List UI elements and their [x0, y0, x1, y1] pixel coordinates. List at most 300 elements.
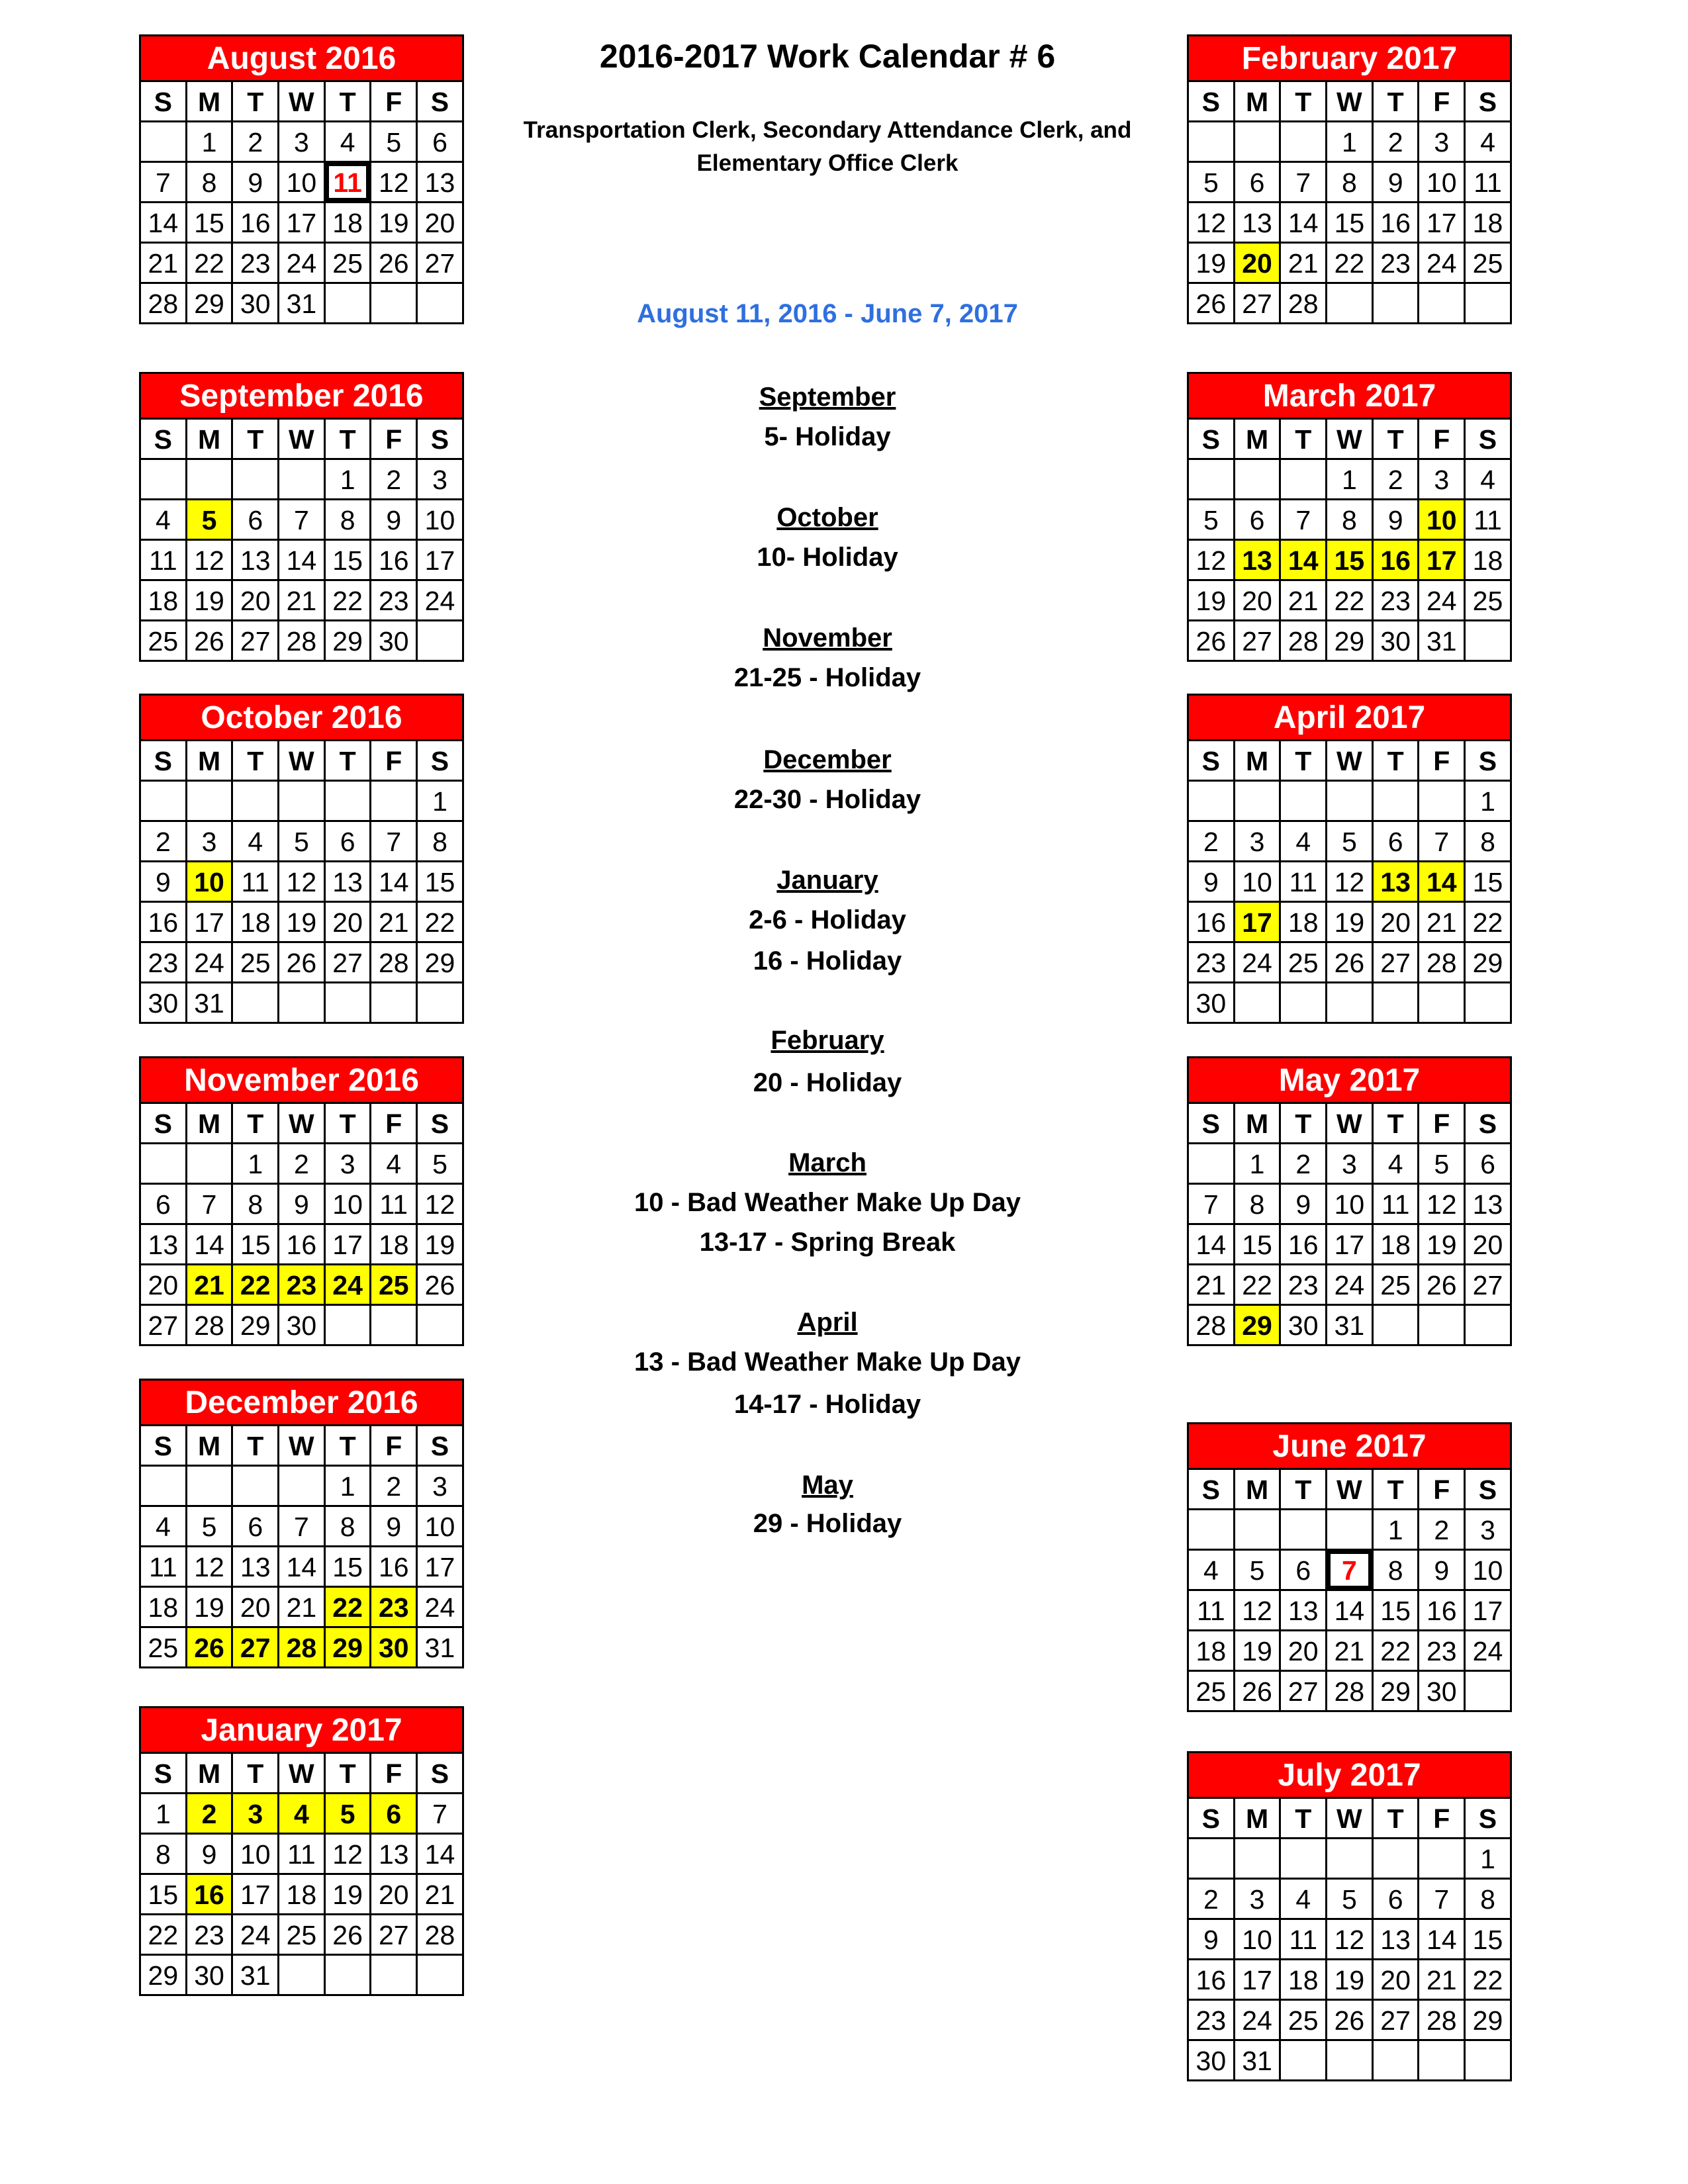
- day-cell: 5: [279, 822, 326, 862]
- day-cell: 20: [418, 203, 464, 244]
- day-cell: 20: [371, 1875, 418, 1915]
- day-cell: 13: [326, 862, 372, 903]
- empty-day-cell: [1327, 1510, 1374, 1551]
- empty-day-cell: [371, 284, 418, 324]
- day-cell: 22: [233, 1265, 279, 1306]
- day-cell: 14: [371, 862, 418, 903]
- day-cell: 18: [371, 1225, 418, 1265]
- day-cell: 9: [1419, 1551, 1466, 1591]
- week-row: [141, 460, 464, 500]
- day-cell: 22: [1466, 903, 1512, 943]
- empty-day-cell: [1466, 1672, 1512, 1712]
- weekday-header-row: [141, 1426, 464, 1467]
- day-cell: 21: [1327, 1631, 1374, 1672]
- empty-day-cell: [1327, 284, 1374, 324]
- empty-day-cell: [1374, 1306, 1420, 1346]
- day-cell: 29: [1466, 943, 1512, 983]
- day-cell: 6: [326, 822, 372, 862]
- day-cell: 16: [187, 1875, 234, 1915]
- day-cell: 19: [187, 1588, 234, 1628]
- empty-day-cell: [1419, 782, 1466, 822]
- day-cell: 22: [1374, 1631, 1420, 1672]
- day-cell: 20: [1235, 581, 1282, 621]
- day-cell: 27: [233, 621, 279, 662]
- day-cell: 29: [1235, 1306, 1282, 1346]
- day-cell: 18: [279, 1875, 326, 1915]
- day-cell: 22: [1235, 1265, 1282, 1306]
- day-cell: 10: [1327, 1185, 1374, 1225]
- week-row: [1189, 244, 1512, 284]
- day-cell: 15: [418, 862, 464, 903]
- weekday-header: T: [233, 420, 279, 460]
- day-cell: 4: [1374, 1144, 1420, 1185]
- weekday-header: S: [141, 1754, 187, 1794]
- empty-day-cell: [1466, 983, 1512, 1024]
- day-cell: 9: [371, 1507, 418, 1547]
- day-cell: 4: [1466, 122, 1512, 163]
- day-cell: 15: [233, 1225, 279, 1265]
- day-cell: 4: [1189, 1551, 1235, 1591]
- weekday-header: S: [1189, 82, 1235, 122]
- day-cell: 22: [1327, 581, 1374, 621]
- day-cell: 10: [1419, 500, 1466, 541]
- day-cell: 12: [326, 1835, 372, 1875]
- day-cell: 4: [1466, 460, 1512, 500]
- day-cell: 22: [326, 581, 372, 621]
- day-cell: 18: [1466, 541, 1512, 581]
- day-cell: 5: [1327, 822, 1374, 862]
- day-cell: 12: [1189, 541, 1235, 581]
- weekday-header: T: [1374, 741, 1420, 782]
- day-cell: 24: [418, 581, 464, 621]
- empty-day-cell: [279, 460, 326, 500]
- day-cell: 24: [1235, 2001, 1282, 2041]
- empty-day-cell: [1327, 983, 1374, 1024]
- day-cell: 14: [279, 1547, 326, 1588]
- day-cell: 17: [233, 1875, 279, 1915]
- empty-day-cell: [1374, 284, 1420, 324]
- day-cell: 18: [1466, 203, 1512, 244]
- note-month-heading: May: [802, 1471, 853, 1500]
- day-cell: 2: [233, 122, 279, 163]
- empty-day-cell: [1281, 782, 1327, 822]
- weekday-header: T: [233, 1104, 279, 1144]
- day-cell: 4: [233, 822, 279, 862]
- day-cell: 10: [233, 1835, 279, 1875]
- day-cell: 2: [1374, 122, 1420, 163]
- day-cell: 20: [233, 1588, 279, 1628]
- day-cell: 6: [1374, 1880, 1420, 1920]
- day-cell: 27: [1374, 2001, 1420, 2041]
- empty-day-cell: [326, 1306, 372, 1346]
- day-cell: 30: [1189, 983, 1235, 1024]
- day-cell: 26: [187, 621, 234, 662]
- day-cell: 29: [233, 1306, 279, 1346]
- day-cell: 8: [1327, 500, 1374, 541]
- day-cell: 28: [1189, 1306, 1235, 1346]
- empty-day-cell: [1374, 782, 1420, 822]
- day-cell: 16: [371, 1547, 418, 1588]
- subtitle-line-1: Transportation Clerk, Secondary Attendance Clerk, and: [523, 117, 1132, 143]
- day-cell: 2: [1189, 822, 1235, 862]
- day-cell: 25: [1374, 1265, 1420, 1306]
- weekday-header: M: [187, 1426, 234, 1467]
- weekday-header: M: [1235, 1104, 1282, 1144]
- day-cell: 30: [1189, 2041, 1235, 2081]
- day-cell: 29: [1466, 2001, 1512, 2041]
- day-cell: 19: [279, 903, 326, 943]
- day-cell: 11: [326, 163, 372, 203]
- empty-day-cell: [279, 1467, 326, 1507]
- day-cell: 25: [233, 943, 279, 983]
- day-cell: 23: [1374, 244, 1420, 284]
- day-cell: 28: [371, 943, 418, 983]
- day-cell: 13: [233, 1547, 279, 1588]
- day-cell: 6: [141, 1185, 187, 1225]
- day-cell: 14: [1281, 541, 1327, 581]
- weekday-header-row: [141, 420, 464, 460]
- day-cell: 3: [233, 1794, 279, 1835]
- day-cell: 5: [371, 122, 418, 163]
- weekday-header: W: [1327, 1799, 1374, 1839]
- weekday-header: M: [187, 82, 234, 122]
- day-cell: 22: [1327, 244, 1374, 284]
- weekday-header: T: [1281, 1470, 1327, 1510]
- day-cell: 31: [187, 983, 234, 1024]
- week-row: [1189, 1960, 1512, 2001]
- day-cell: 17: [326, 1225, 372, 1265]
- day-cell: 19: [1327, 1960, 1374, 2001]
- date-range: August 11, 2016 - June 7, 2017: [637, 299, 1018, 328]
- weekday-header: F: [1419, 1470, 1466, 1510]
- day-cell: 25: [1189, 1672, 1235, 1712]
- week-row: [1189, 1265, 1512, 1306]
- day-cell: 20: [1374, 1960, 1420, 2001]
- empty-day-cell: [326, 284, 372, 324]
- week-row: [141, 122, 464, 163]
- empty-day-cell: [1327, 2041, 1374, 2081]
- weekday-header: W: [279, 1426, 326, 1467]
- empty-day-cell: [279, 983, 326, 1024]
- day-cell: 7: [1281, 163, 1327, 203]
- day-cell: 7: [1327, 1551, 1374, 1591]
- day-cell: 14: [279, 541, 326, 581]
- empty-day-cell: [187, 1144, 234, 1185]
- day-cell: 18: [233, 903, 279, 943]
- week-row: [141, 500, 464, 541]
- weekday-header: T: [1374, 1799, 1420, 1839]
- week-row: [1189, 1144, 1512, 1185]
- day-cell: 4: [141, 500, 187, 541]
- week-row: [141, 782, 464, 822]
- day-cell: 12: [187, 541, 234, 581]
- day-cell: 2: [371, 460, 418, 500]
- weekday-header: S: [1466, 741, 1512, 782]
- week-row: [1189, 1551, 1512, 1591]
- day-cell: 18: [1189, 1631, 1235, 1672]
- empty-day-cell: [1189, 1839, 1235, 1880]
- day-cell: 21: [1419, 1960, 1466, 2001]
- weekday-header: T: [326, 1104, 372, 1144]
- day-cell: 16: [141, 903, 187, 943]
- day-cell: 10: [418, 1507, 464, 1547]
- weekday-header-row: [141, 1104, 464, 1144]
- week-row: [1189, 862, 1512, 903]
- day-cell: 20: [326, 903, 372, 943]
- month-calendar: [139, 1379, 464, 1668]
- week-row: [1189, 1591, 1512, 1631]
- day-cell: 10: [1466, 1551, 1512, 1591]
- day-cell: 6: [1374, 822, 1420, 862]
- note-month-heading: December: [763, 745, 892, 774]
- day-cell: 28: [1419, 943, 1466, 983]
- day-cell: 10: [418, 500, 464, 541]
- day-cell: 17: [1466, 1591, 1512, 1631]
- empty-day-cell: [371, 983, 418, 1024]
- week-row: [1189, 1185, 1512, 1225]
- day-cell: 24: [1235, 943, 1282, 983]
- day-cell: 21: [1281, 244, 1327, 284]
- day-cell: 3: [1466, 1510, 1512, 1551]
- day-cell: 16: [1374, 541, 1420, 581]
- day-cell: 1: [1466, 782, 1512, 822]
- day-cell: 12: [1419, 1185, 1466, 1225]
- day-cell: 26: [187, 1628, 234, 1668]
- note-month-heading: January: [776, 866, 878, 895]
- weekday-header: S: [418, 82, 464, 122]
- day-cell: 14: [1419, 1920, 1466, 1960]
- day-cell: 6: [1235, 500, 1282, 541]
- day-cell: 4: [279, 1794, 326, 1835]
- day-cell: 8: [1327, 163, 1374, 203]
- day-cell: 28: [279, 621, 326, 662]
- day-cell: 10: [279, 163, 326, 203]
- empty-day-cell: [1374, 1839, 1420, 1880]
- day-cell: 5: [418, 1144, 464, 1185]
- empty-day-cell: [1189, 460, 1235, 500]
- weekday-header: W: [1327, 82, 1374, 122]
- weekday-header: W: [1327, 741, 1374, 782]
- week-row: [1189, 943, 1512, 983]
- day-cell: 3: [418, 1467, 464, 1507]
- month-title: March 2017: [1189, 374, 1512, 420]
- day-cell: 23: [1419, 1631, 1466, 1672]
- week-row: [1189, 541, 1512, 581]
- day-cell: 23: [371, 1588, 418, 1628]
- day-cell: 15: [1466, 1920, 1512, 1960]
- weekday-header-row: [1189, 1470, 1512, 1510]
- empty-day-cell: [141, 460, 187, 500]
- day-cell: 19: [326, 1875, 372, 1915]
- day-cell: 5: [187, 1507, 234, 1547]
- week-row: [141, 1144, 464, 1185]
- day-cell: 28: [279, 1628, 326, 1668]
- day-cell: 10: [1235, 1920, 1282, 1960]
- day-cell: 26: [279, 943, 326, 983]
- weekday-header-row: [1189, 82, 1512, 122]
- month-calendar: [1187, 372, 1512, 662]
- weekday-header: F: [1419, 1104, 1466, 1144]
- week-row: [1189, 122, 1512, 163]
- weekday-header: T: [1374, 1470, 1420, 1510]
- week-row: [141, 1467, 464, 1507]
- day-cell: 12: [418, 1185, 464, 1225]
- weekday-header: T: [233, 82, 279, 122]
- day-cell: 18: [326, 203, 372, 244]
- day-cell: 13: [233, 541, 279, 581]
- day-cell: 15: [141, 1875, 187, 1915]
- day-cell: 7: [371, 822, 418, 862]
- month-calendar: [1187, 1751, 1512, 2081]
- day-cell: 8: [233, 1185, 279, 1225]
- week-row: [141, 943, 464, 983]
- day-cell: 16: [371, 541, 418, 581]
- day-cell: 6: [1235, 163, 1282, 203]
- day-cell: 19: [1189, 581, 1235, 621]
- month-calendar: [1187, 1422, 1512, 1712]
- day-cell: 28: [1281, 284, 1327, 324]
- empty-day-cell: [1281, 983, 1327, 1024]
- weekday-header: M: [1235, 1799, 1282, 1839]
- empty-day-cell: [1419, 1839, 1466, 1880]
- empty-day-cell: [233, 983, 279, 1024]
- day-cell: 30: [371, 1628, 418, 1668]
- day-cell: 1: [1327, 460, 1374, 500]
- empty-day-cell: [1374, 983, 1420, 1024]
- day-cell: 3: [326, 1144, 372, 1185]
- day-cell: 13: [1466, 1185, 1512, 1225]
- weekday-header: S: [1466, 1799, 1512, 1839]
- empty-day-cell: [1419, 284, 1466, 324]
- day-cell: 12: [1327, 862, 1374, 903]
- day-cell: 9: [371, 500, 418, 541]
- week-row: [1189, 621, 1512, 662]
- day-cell: 24: [187, 943, 234, 983]
- day-cell: 13: [371, 1835, 418, 1875]
- week-row: [1189, 1672, 1512, 1712]
- empty-day-cell: [141, 1467, 187, 1507]
- empty-day-cell: [1189, 782, 1235, 822]
- day-cell: 24: [279, 244, 326, 284]
- day-cell: 14: [418, 1835, 464, 1875]
- empty-day-cell: [187, 1467, 234, 1507]
- week-row: [1189, 782, 1512, 822]
- day-cell: 3: [1235, 1880, 1282, 1920]
- weekday-header-row: [1189, 420, 1512, 460]
- day-cell: 7: [279, 1507, 326, 1547]
- week-row: [141, 903, 464, 943]
- day-cell: 11: [279, 1835, 326, 1875]
- day-cell: 14: [141, 203, 187, 244]
- day-cell: 27: [1281, 1672, 1327, 1712]
- weekday-header: W: [1327, 1104, 1374, 1144]
- day-cell: 18: [1281, 1960, 1327, 2001]
- week-row: [1189, 1880, 1512, 1920]
- weekday-header: F: [1419, 420, 1466, 460]
- day-cell: 7: [1419, 1880, 1466, 1920]
- day-cell: 10: [1419, 163, 1466, 203]
- week-row: [141, 862, 464, 903]
- day-cell: 6: [233, 500, 279, 541]
- day-cell: 6: [1466, 1144, 1512, 1185]
- day-cell: 19: [1419, 1225, 1466, 1265]
- document-subtitle: [463, 114, 1192, 180]
- note-holiday-entry: 13 - Bad Weather Make Up Day: [634, 1347, 1021, 1377]
- weekday-header: M: [187, 1104, 234, 1144]
- day-cell: 20: [141, 1265, 187, 1306]
- day-cell: 23: [187, 1915, 234, 1956]
- note-month-heading: April: [797, 1308, 858, 1337]
- day-cell: 12: [279, 862, 326, 903]
- weekday-header: S: [141, 741, 187, 782]
- day-cell: 23: [141, 943, 187, 983]
- weekday-header: T: [1374, 82, 1420, 122]
- week-row: [141, 1547, 464, 1588]
- day-cell: 4: [326, 122, 372, 163]
- day-cell: 11: [141, 1547, 187, 1588]
- day-cell: 28: [1419, 2001, 1466, 2041]
- day-cell: 5: [187, 500, 234, 541]
- day-cell: 15: [326, 1547, 372, 1588]
- weekday-header: T: [326, 420, 372, 460]
- day-cell: 20: [1235, 244, 1282, 284]
- day-cell: 1: [1327, 122, 1374, 163]
- day-cell: 23: [1281, 1265, 1327, 1306]
- day-cell: 28: [418, 1915, 464, 1956]
- note-holiday-entry: 2-6 - Holiday: [749, 905, 906, 934]
- weekday-header: S: [141, 1104, 187, 1144]
- day-cell: 1: [326, 1467, 372, 1507]
- week-row: [141, 1588, 464, 1628]
- month-title: June 2017: [1189, 1424, 1512, 1470]
- day-cell: 4: [1281, 1880, 1327, 1920]
- day-cell: 9: [187, 1835, 234, 1875]
- day-cell: 18: [141, 1588, 187, 1628]
- empty-day-cell: [1327, 1839, 1374, 1880]
- day-cell: 8: [418, 822, 464, 862]
- month-calendar: [139, 1056, 464, 1346]
- weekday-header: F: [1419, 82, 1466, 122]
- day-cell: 27: [371, 1915, 418, 1956]
- weekday-header: S: [1466, 420, 1512, 460]
- note-holiday-entry: 20 - Holiday: [753, 1068, 902, 1097]
- day-cell: 25: [1466, 581, 1512, 621]
- day-cell: 28: [1281, 621, 1327, 662]
- weekday-header: S: [418, 420, 464, 460]
- day-cell: 2: [187, 1794, 234, 1835]
- day-cell: 6: [1281, 1551, 1327, 1591]
- weekday-header: F: [371, 420, 418, 460]
- day-cell: 1: [187, 122, 234, 163]
- note-month-heading: October: [776, 503, 878, 532]
- day-cell: 21: [418, 1875, 464, 1915]
- note-holiday-entry: 29 - Holiday: [753, 1509, 902, 1538]
- month-calendar: [139, 372, 464, 662]
- day-cell: 22: [418, 903, 464, 943]
- day-cell: 26: [1189, 284, 1235, 324]
- day-cell: 27: [326, 943, 372, 983]
- day-cell: 8: [141, 1835, 187, 1875]
- week-row: [141, 1265, 464, 1306]
- weekday-header: T: [326, 1754, 372, 1794]
- day-cell: 8: [187, 163, 234, 203]
- weekday-header: T: [233, 1754, 279, 1794]
- day-cell: 31: [1327, 1306, 1374, 1346]
- empty-day-cell: [1281, 122, 1327, 163]
- empty-day-cell: [1374, 2041, 1420, 2081]
- day-cell: 21: [279, 581, 326, 621]
- day-cell: 26: [1327, 943, 1374, 983]
